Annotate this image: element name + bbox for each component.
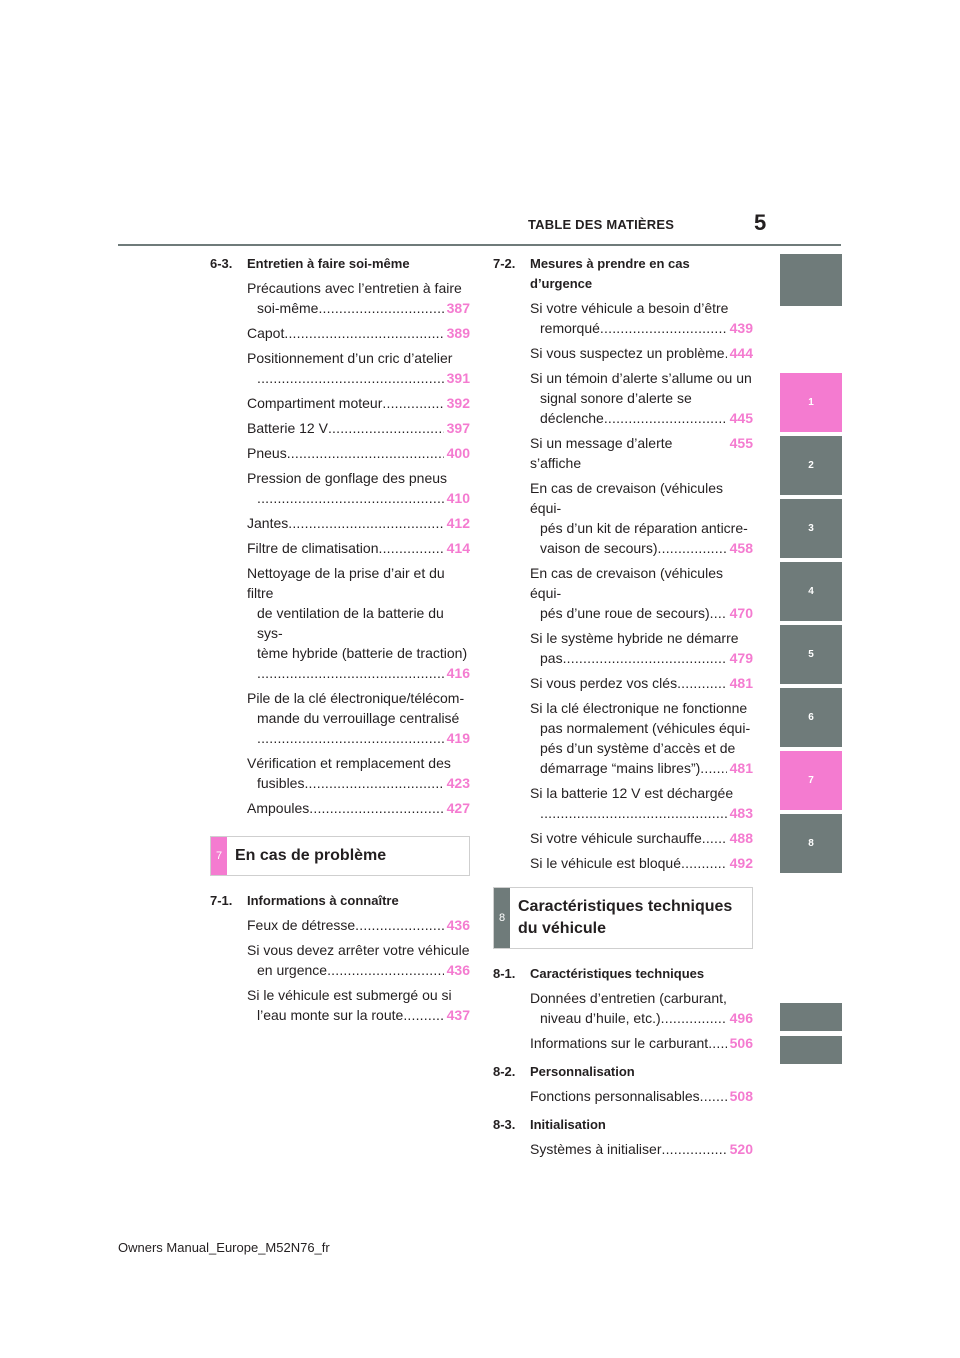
- dot-leader: [327, 960, 444, 980]
- toc-entry-line: [530, 648, 753, 668]
- toc-entry-line: [247, 563, 470, 603]
- toc-entry-line-text: pas normalement (véhicules équi-: [540, 720, 751, 736]
- toc-entry-text: [530, 343, 753, 363]
- toc-entry-text: [530, 673, 753, 693]
- toc-entry[interactable]: [247, 753, 470, 793]
- toc-entry-line-text: de ventilation de la batterie du sys-: [257, 605, 444, 641]
- toc-entry-line-text: en urgence: [257, 962, 328, 978]
- dot-leader: [661, 1008, 727, 1028]
- page-number-link[interactable]: 458: [729, 540, 753, 556]
- toc-entry-line: [530, 758, 753, 778]
- toc-entry-text: [530, 298, 753, 338]
- toc-entry-line-text: démarrage “mains libres”): [540, 760, 701, 776]
- toc-entry[interactable]: [247, 985, 470, 1025]
- toc-entry-line-text: Nettoyage de la prise d’air et du filtre: [247, 565, 445, 601]
- section-heading: [210, 254, 470, 274]
- toc-entry[interactable]: [247, 940, 470, 980]
- toc-entry-line: [530, 698, 753, 718]
- toc-entry-line-text: En cas de crevaison (véhicules équi-: [530, 565, 723, 601]
- toc-entry-line: [247, 985, 470, 1005]
- toc-entry[interactable]: [530, 988, 753, 1028]
- toc-entry-line-text: En cas de crevaison (véhicules équi-: [530, 480, 723, 516]
- dot-leader: [284, 323, 443, 343]
- dot-leader: [328, 418, 444, 438]
- toc-entry-line-text: déclenche: [540, 410, 604, 426]
- toc-entry-line-text: pés d’un système d’accès et de: [540, 740, 736, 756]
- page-number-link[interactable]: 520: [729, 1141, 753, 1157]
- toc-entry-line: [247, 323, 470, 343]
- dot-leader: [318, 298, 443, 318]
- toc-entry-line: [530, 628, 753, 648]
- section-title: Mesures à prendre en cas d’urgence: [530, 256, 690, 291]
- toc-entry[interactable]: [247, 393, 470, 413]
- toc-entry[interactable]: [247, 443, 470, 463]
- toc-entry-line: [247, 418, 470, 438]
- toc-entry-line-text: pés d’un kit de réparation anticre-: [540, 520, 748, 536]
- sidebar-block-bottom-2: [780, 1036, 842, 1064]
- toc-entry-text: [247, 278, 470, 318]
- toc-entry-line-text: Pneus: [247, 445, 287, 461]
- toc-entry[interactable]: [530, 563, 753, 623]
- page-number-link[interactable]: 506: [729, 1035, 753, 1051]
- page-number-link[interactable]: 508: [729, 1088, 753, 1104]
- toc-entry-line-text: Si un message d’alerte s’affiche: [530, 435, 673, 471]
- page-number-link[interactable]: 481: [729, 760, 753, 776]
- toc-entry-line: [530, 1086, 753, 1106]
- toc-entry-line-text: Vérification et remplacement des: [247, 755, 451, 771]
- page-number: 5: [754, 210, 767, 235]
- page-number-link[interactable]: 483: [729, 805, 753, 821]
- toc-entry-line: [530, 673, 753, 693]
- toc-entry-line-text: vaison de secours): [540, 540, 658, 556]
- toc-entry-line-text: Jantes: [247, 515, 289, 531]
- page-number-link[interactable]: 416: [446, 665, 470, 681]
- toc-entry[interactable]: [247, 915, 470, 935]
- toc-entry[interactable]: [247, 688, 470, 748]
- dot-leader: [681, 853, 727, 873]
- sidebar-tab-3[interactable]: 3: [780, 499, 842, 558]
- toc-entry-line: [530, 318, 753, 338]
- toc-entry-line-text: Ampoules: [247, 800, 310, 816]
- dot-leader: [725, 343, 727, 363]
- toc-entry-text: [247, 985, 470, 1025]
- page-number-link[interactable]: 481: [729, 675, 753, 691]
- toc-entry-line-text: Si la clé électronique ne fonctionne: [530, 700, 748, 716]
- toc-entry-line-text: pés d’une roue de secours): [540, 605, 710, 621]
- page-number-link[interactable]: 387: [446, 300, 470, 316]
- page-number-link[interactable]: 492: [729, 855, 753, 871]
- toc-entry-line: [530, 738, 753, 758]
- section-title: Personnalisation: [530, 1064, 635, 1079]
- toc-entry-line: [530, 828, 753, 848]
- dot-leader: [257, 488, 444, 508]
- header-title: TABLE DES MATIÈRES: [528, 217, 675, 232]
- toc-entry-line-text: Capot: [247, 325, 285, 341]
- sidebar-tab-1[interactable]: 1: [780, 373, 842, 432]
- page-number-link[interactable]: 410: [446, 490, 470, 506]
- section-number: 8-1.: [493, 966, 516, 981]
- toc-entry-line-text: Si vous perdez vos clés: [530, 675, 678, 691]
- dot-leader: [677, 673, 727, 693]
- toc-entry-line: [530, 343, 753, 363]
- sidebar-tab-7[interactable]: 7: [780, 751, 842, 810]
- toc-entry-line-text: Si le véhicule est submergé ou si: [247, 987, 452, 1003]
- dot-leader: [662, 1139, 727, 1159]
- toc-entry[interactable]: [530, 828, 753, 848]
- toc-entry-text: [247, 538, 470, 558]
- toc-entry-text: [530, 628, 753, 668]
- toc-entry[interactable]: [247, 468, 470, 508]
- toc-entry-text: [247, 688, 470, 748]
- toc-entry-text: [530, 828, 753, 848]
- dot-leader: [382, 393, 443, 413]
- section-number: 8-3.: [493, 1117, 516, 1132]
- page-number-link[interactable]: 436: [446, 917, 470, 933]
- page-number-link[interactable]: 389: [446, 325, 470, 341]
- page-number-link[interactable]: 400: [446, 445, 470, 461]
- toc-entry-line: [247, 915, 470, 935]
- toc-entry[interactable]: [530, 433, 753, 473]
- page-number-link[interactable]: 427: [446, 800, 470, 816]
- toc-entry-text: [247, 940, 470, 980]
- toc-entry-text: [247, 393, 470, 413]
- toc-entry-line: [530, 563, 753, 603]
- page-number-link[interactable]: 414: [446, 540, 470, 556]
- section-title: Entretien à faire soi-même: [247, 256, 410, 271]
- toc-entry-text: [530, 478, 753, 558]
- toc-entry-line: [247, 443, 470, 463]
- toc-entry-text: [247, 513, 470, 533]
- toc-entry-line: [247, 960, 470, 980]
- toc-entry-line: [247, 708, 470, 728]
- toc-entry-line-text: Informations sur le carburant: [530, 1035, 709, 1051]
- toc-entry-line-text: mande du verrouillage centralisé: [257, 710, 460, 726]
- toc-entry-line: [530, 388, 753, 408]
- toc-entry-line-text: Systèmes à initialiser: [530, 1141, 662, 1157]
- toc-entry-line: [247, 940, 470, 960]
- toc-entry-line-text: Précautions avec l’entretien à faire: [247, 280, 462, 296]
- toc-entry-text: [530, 1033, 753, 1053]
- dot-leader: [710, 603, 727, 623]
- toc-entry-text: [247, 753, 470, 793]
- toc-entry-line-text: signal sonore d’alerte se: [540, 390, 692, 406]
- toc-entry-line: [247, 278, 470, 298]
- toc-entry-line-text: Batterie 12 V: [247, 420, 328, 436]
- page-number-link[interactable]: 412: [446, 515, 470, 531]
- dot-leader: [287, 443, 444, 463]
- section-heading: [493, 1062, 753, 1082]
- page-number-link[interactable]: 397: [446, 420, 470, 436]
- toc-entry-text: [247, 348, 470, 388]
- section-heading: [493, 254, 753, 294]
- toc-entry-line-text: niveau d’huile, etc.): [540, 1010, 661, 1026]
- page-number-link[interactable]: 479: [729, 650, 753, 666]
- sidebar-tab-8[interactable]: 8: [780, 814, 842, 873]
- toc-entry-line-text: pas: [540, 650, 563, 666]
- toc-entry-line: [247, 538, 470, 558]
- page-number-link[interactable]: 496: [729, 1010, 753, 1026]
- dot-leader: [563, 648, 727, 668]
- toc-entry-line-text: tème hybride (batterie de traction): [257, 645, 468, 661]
- toc-entry[interactable]: [247, 563, 470, 683]
- toc-entry-text: [530, 698, 753, 778]
- toc-entry-line: [247, 348, 470, 368]
- page-number-link[interactable]: 423: [446, 775, 470, 791]
- toc-entry-line: [530, 783, 753, 803]
- dot-leader: [403, 1005, 443, 1025]
- entry-list: [210, 278, 470, 818]
- chapter-tab: 8: [494, 888, 510, 948]
- toc-entry-line: [530, 1033, 753, 1053]
- section-number: 6-3.: [210, 256, 233, 271]
- toc-entry-text: [247, 443, 470, 463]
- toc-entry-line-text: Feux de détresse: [247, 917, 356, 933]
- toc-entry-text: [247, 563, 470, 683]
- dot-leader: [700, 758, 726, 778]
- toc-entry-line: [530, 298, 753, 318]
- toc-entry-text: [530, 1086, 753, 1106]
- sidebar-tab-5[interactable]: 5: [780, 625, 842, 684]
- section-number: 7-2.: [493, 256, 516, 271]
- toc-entry-line: [530, 853, 753, 873]
- toc-entry-line-text: Fonctions personnalisables: [530, 1088, 700, 1104]
- section-title: Initialisation: [530, 1117, 606, 1132]
- chapter-title: En cas de problème: [235, 847, 387, 864]
- page-number-link[interactable]: 437: [446, 1007, 470, 1023]
- toc-entry[interactable]: [247, 348, 470, 388]
- toc-entry-line-text: Pression de gonflage des pneus: [247, 470, 448, 486]
- page-number-link[interactable]: 488: [729, 830, 753, 846]
- dot-leader: [600, 318, 727, 338]
- section-heading: [493, 964, 753, 984]
- toc-entry[interactable]: [247, 798, 470, 818]
- dot-leader: [257, 728, 444, 748]
- dot-leader: [700, 1086, 727, 1106]
- dot-leader: [702, 828, 727, 848]
- toc-entry[interactable]: [247, 513, 470, 533]
- toc-entry-line: [247, 488, 470, 508]
- section-heading: [493, 1115, 753, 1135]
- page-number-link[interactable]: 455: [729, 435, 753, 451]
- toc-entry-line: [247, 468, 470, 488]
- toc-entry-line: [530, 803, 753, 823]
- dot-leader: [379, 538, 444, 558]
- toc-entry-text: [530, 368, 753, 428]
- toc-entry-text: [530, 563, 753, 623]
- toc-entry-line-text: Si votre véhicule a besoin d’être: [530, 300, 729, 316]
- dot-leader: [355, 915, 443, 935]
- toc-left-column: [210, 254, 470, 1030]
- toc-entry-text: [247, 798, 470, 818]
- toc-entry-line-text: Si vous devez arrêter votre véhicule: [247, 942, 470, 958]
- toc-entry-line-text: Filtre de climatisation: [247, 540, 379, 556]
- toc-entry-line: [247, 513, 470, 533]
- toc-entry[interactable]: [530, 1086, 753, 1106]
- toc-entry-line: [530, 518, 753, 538]
- toc-entry-line: [530, 988, 753, 1008]
- dot-leader: [257, 368, 444, 388]
- toc-entry-line: [530, 478, 753, 518]
- toc-entry-line-text: Si vous suspectez un problème: [530, 345, 725, 361]
- dot-leader: [658, 538, 727, 558]
- toc-entry-line: [530, 1008, 753, 1028]
- toc-entry[interactable]: [530, 343, 753, 363]
- sidebar-tab-2[interactable]: 2: [780, 436, 842, 495]
- toc-entry-line-text: l’eau monte sur la route: [257, 1007, 404, 1023]
- toc-entry-text: [530, 433, 753, 473]
- toc-entry-line-text: Si un témoin d’alerte s’allume ou un: [530, 370, 752, 386]
- toc-entry[interactable]: [530, 1139, 753, 1159]
- page-number-link[interactable]: 444: [729, 345, 753, 361]
- toc-entry-line-text: Pile de la clé électronique/télécom-: [247, 690, 465, 706]
- section-title: Informations à connaître: [247, 893, 399, 908]
- chapter-7-box[interactable]: [210, 836, 470, 876]
- dot-leader: [304, 773, 443, 793]
- toc-entry-line: [247, 298, 470, 318]
- sidebar-tab-4[interactable]: 4: [780, 562, 842, 621]
- toc-entry-line: [247, 688, 470, 708]
- header-rule: [118, 244, 841, 246]
- toc-entry-line: [530, 1139, 753, 1159]
- toc-entry[interactable]: [247, 538, 470, 558]
- dot-leader: [309, 798, 443, 818]
- dot-leader: [257, 663, 444, 683]
- entry-list: [210, 915, 470, 1025]
- toc-entry-line-text: remorqué: [540, 320, 600, 336]
- chapter-tab: 7: [211, 837, 227, 875]
- toc-entry-text: [530, 783, 753, 823]
- toc-right-column: [493, 254, 753, 1164]
- toc-entry-line: [247, 1005, 470, 1025]
- toc-entry[interactable]: [530, 698, 753, 778]
- dot-leader: [604, 408, 727, 428]
- entry-list: [493, 1139, 753, 1159]
- toc-entry-line: [247, 753, 470, 773]
- sidebar-block-bottom-1: [780, 1003, 842, 1031]
- toc-entry-line: [247, 663, 470, 683]
- toc-entry-text: [247, 418, 470, 438]
- toc-entry-line: [530, 368, 753, 388]
- toc-entry-line: [530, 408, 753, 428]
- page-number-link[interactable]: 392: [446, 395, 470, 411]
- page-number-link[interactable]: 445: [729, 410, 753, 426]
- page-number-link[interactable]: 439: [729, 320, 753, 336]
- section-number: 8-2.: [493, 1064, 516, 1079]
- toc-entry-line: [247, 798, 470, 818]
- toc-entry-line-text: Si votre véhicule surchauffe: [530, 830, 702, 846]
- dot-leader: [288, 513, 443, 533]
- toc-entry-text: [530, 853, 753, 873]
- toc-entry-line-text: fusibles: [257, 775, 305, 791]
- dot-leader: [540, 803, 727, 823]
- toc-entry[interactable]: [530, 478, 753, 558]
- toc-entry[interactable]: [530, 853, 753, 873]
- page-number-link[interactable]: 470: [729, 605, 753, 621]
- entry-list: [493, 988, 753, 1053]
- toc-entry-text: [247, 323, 470, 343]
- toc-entry-line-text: Si le système hybride ne démarre: [530, 630, 739, 646]
- toc-entry-line-text: Données d’entretien (carburant,: [530, 990, 727, 1006]
- toc-entry-line: [247, 643, 470, 663]
- toc-entry-text: [530, 1139, 753, 1159]
- toc-entry[interactable]: [247, 323, 470, 343]
- section-heading: [210, 891, 470, 911]
- toc-entry[interactable]: [530, 783, 753, 823]
- entry-list: [493, 298, 753, 873]
- toc-entry-line: [530, 603, 753, 623]
- dot-leader: [708, 1033, 726, 1053]
- section-title: Caractéristiques techniques: [530, 966, 705, 981]
- toc-entry-line: [247, 603, 470, 643]
- section-number: 7-1.: [210, 893, 233, 908]
- toc-entry-line: [247, 773, 470, 793]
- toc-entry-line-text: Compartiment moteur: [247, 395, 383, 411]
- chapter-8-box[interactable]: [493, 887, 753, 949]
- toc-entry[interactable]: [247, 418, 470, 438]
- toc-entry-line-text: Si le véhicule est bloqué: [530, 855, 681, 871]
- toc-entry[interactable]: [530, 298, 753, 338]
- toc-entry-line-text: Si la batterie 12 V est déchargée: [530, 785, 734, 801]
- toc-entry[interactable]: [530, 368, 753, 428]
- page-number-link[interactable]: 419: [446, 730, 470, 746]
- toc-entry-text: [247, 468, 470, 508]
- toc-entry-line: [530, 718, 753, 738]
- entry-list: [493, 1086, 753, 1106]
- toc-entry[interactable]: [530, 1033, 753, 1053]
- toc-entry[interactable]: [247, 278, 470, 318]
- toc-entry-line: [247, 368, 470, 388]
- toc-entry-text: [247, 915, 470, 935]
- sidebar-tab-6[interactable]: 6: [780, 688, 842, 747]
- toc-entry[interactable]: [530, 673, 753, 693]
- chapter-title: Caractéristiques techniques du véhicule: [518, 898, 733, 937]
- page-number-link[interactable]: 391: [446, 370, 470, 386]
- footer-text: Owners Manual_Europe_M52N76_fr: [118, 1240, 330, 1255]
- toc-entry-line: [247, 393, 470, 413]
- toc-entry-line-text: soi-même: [257, 300, 319, 316]
- page-number-link[interactable]: 436: [446, 962, 470, 978]
- toc-entry-line: [530, 538, 753, 558]
- sidebar-block-top: [780, 254, 842, 306]
- toc-entry-text: [530, 988, 753, 1028]
- toc-entry-line: [247, 728, 470, 748]
- toc-entry[interactable]: [530, 628, 753, 668]
- toc-entry-line-text: Positionnement d’un cric d’atelier: [247, 350, 453, 366]
- toc-entry-line: [530, 433, 753, 473]
